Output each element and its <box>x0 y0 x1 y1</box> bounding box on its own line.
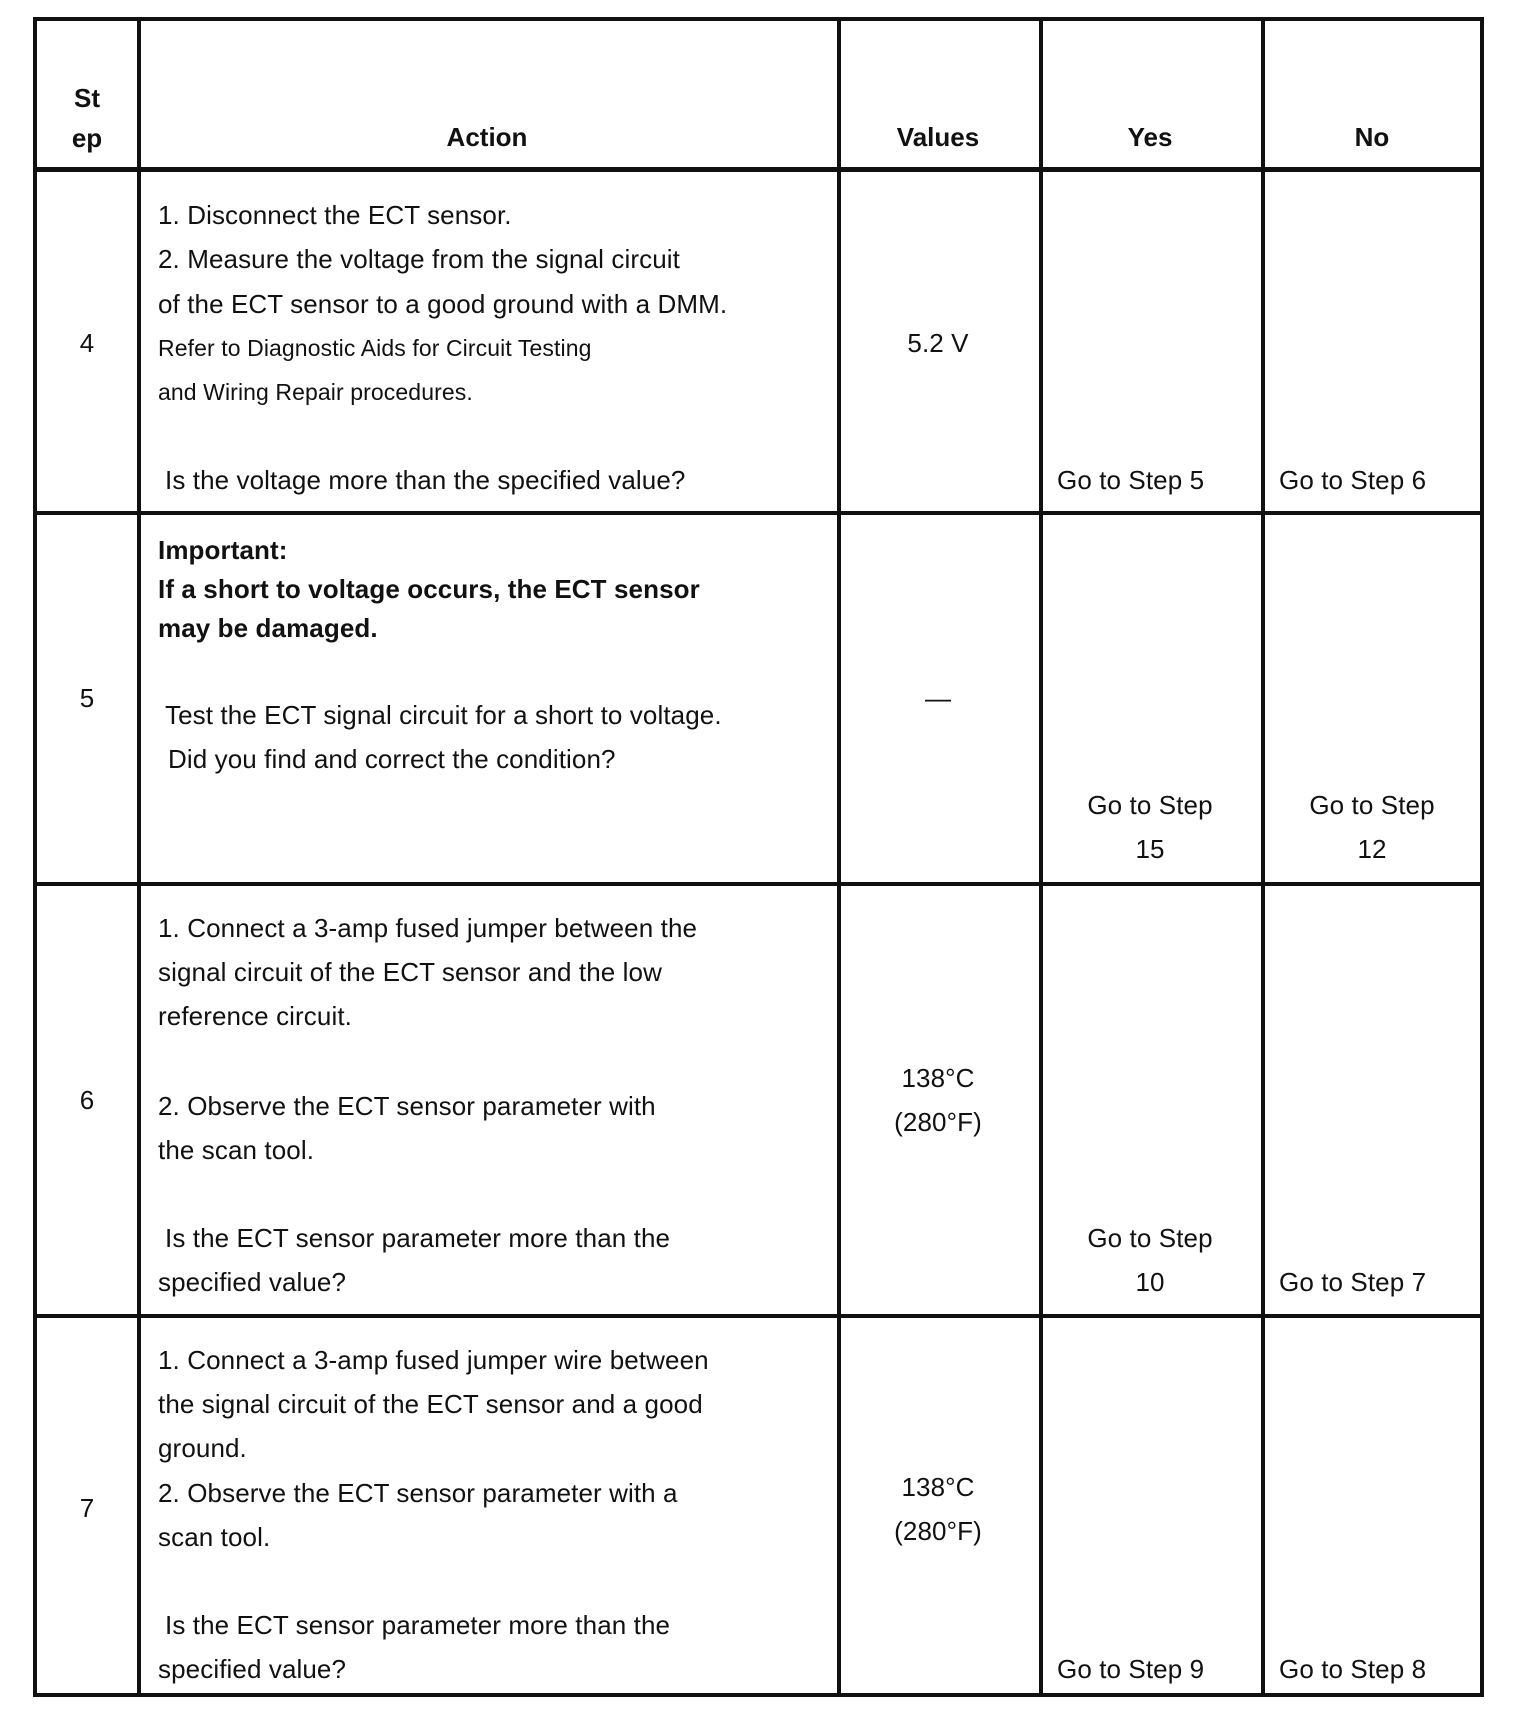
yes-result-line1: Go to Step <box>1087 1223 1213 1253</box>
action-line: ground. <box>158 1433 247 1463</box>
header-step-line1: St <box>74 83 100 113</box>
action-line: scan tool. <box>158 1522 271 1552</box>
action-line: 2. Observe the ECT sensor parameter with <box>158 1091 656 1121</box>
step-number: 4 <box>79 328 95 358</box>
column-divider <box>837 21 841 1693</box>
action-question: Is the ECT sensor parameter more than the <box>165 1223 671 1253</box>
spec-value-line1: 138°C <box>901 1063 975 1093</box>
spec-value-line2: (280°F) <box>894 1107 982 1137</box>
yes-result: Go to Step 5 <box>1057 465 1205 495</box>
action-question: specified value? <box>158 1654 347 1684</box>
action-question: Did you find and correct the condition? <box>168 744 616 774</box>
action-line: 2. Measure the voltage from the signal circuit <box>158 244 680 274</box>
no-result <box>1261 783 1483 871</box>
action-line: 1. Connect a 3-amp fused jumper wire between <box>158 1345 709 1375</box>
spec-value: 5.2 V <box>907 328 969 358</box>
yes-result <box>1039 1216 1261 1304</box>
action-reference: Refer to Diagnostic Aids for Circuit Testing <box>158 335 592 361</box>
header-divider <box>37 167 1480 172</box>
yes-result-line2: 10 <box>1135 1267 1165 1297</box>
action-line: 1. Connect a 3-amp fused jumper between the <box>158 913 698 943</box>
no-result-line1: Go to Step <box>1309 790 1435 820</box>
header-step <box>37 78 137 158</box>
row-divider <box>37 1314 1480 1318</box>
no-result: Go to Step 8 <box>1279 1654 1427 1684</box>
important-note: If a short to voltage occurs, the ECT sensor <box>158 574 700 604</box>
header-action: Action <box>446 122 528 152</box>
important-label: Important: <box>158 535 288 565</box>
header-values: Values <box>896 122 980 152</box>
spec-value-line2: (280°F) <box>894 1516 982 1546</box>
no-result: Go to Step 6 <box>1279 465 1427 495</box>
important-note: may be damaged. <box>158 613 378 643</box>
action-line: the signal circuit of the ECT sensor and a good <box>158 1389 703 1419</box>
action-line: the scan tool. <box>158 1135 315 1165</box>
action-reference: and Wiring Repair procedures. <box>158 379 473 405</box>
step-number: 6 <box>79 1085 95 1115</box>
yes-result-line1: Go to Step <box>1087 790 1213 820</box>
header-no: No <box>1354 122 1390 152</box>
yes-result-line2: 15 <box>1135 834 1165 864</box>
action-line: reference circuit. <box>158 1001 352 1031</box>
action-line: signal circuit of the ECT sensor and the low <box>158 957 662 987</box>
row-divider <box>37 511 1480 515</box>
action-line: Test the ECT signal circuit for a short to voltage. <box>165 700 722 730</box>
action-line: of the ECT sensor to a good ground with a DMM. <box>158 289 728 319</box>
spec-value-line1: 138°C <box>901 1472 975 1502</box>
spec-value <box>837 1465 1039 1553</box>
action-line: 2. Observe the ECT sensor parameter with a <box>158 1478 678 1508</box>
row-divider <box>37 882 1480 886</box>
header-yes: Yes <box>1127 122 1173 152</box>
action-question: Is the voltage more than the specified value? <box>165 465 686 495</box>
step-number: 5 <box>79 683 95 713</box>
step-number: 7 <box>79 1493 95 1523</box>
no-result-line2: 12 <box>1357 834 1387 864</box>
action-question: specified value? <box>158 1267 347 1297</box>
header-step-line2: ep <box>71 123 103 153</box>
yes-result: Go to Step 9 <box>1057 1654 1205 1684</box>
diagnostic-table <box>33 17 1484 1697</box>
spec-value: — <box>924 683 952 713</box>
column-divider <box>137 21 141 1693</box>
yes-result <box>1039 783 1261 871</box>
spec-value <box>837 1056 1039 1144</box>
action-question: Is the ECT sensor parameter more than the <box>165 1610 671 1640</box>
action-line: 1. Disconnect the ECT sensor. <box>158 200 512 230</box>
no-result: Go to Step 7 <box>1279 1267 1427 1297</box>
